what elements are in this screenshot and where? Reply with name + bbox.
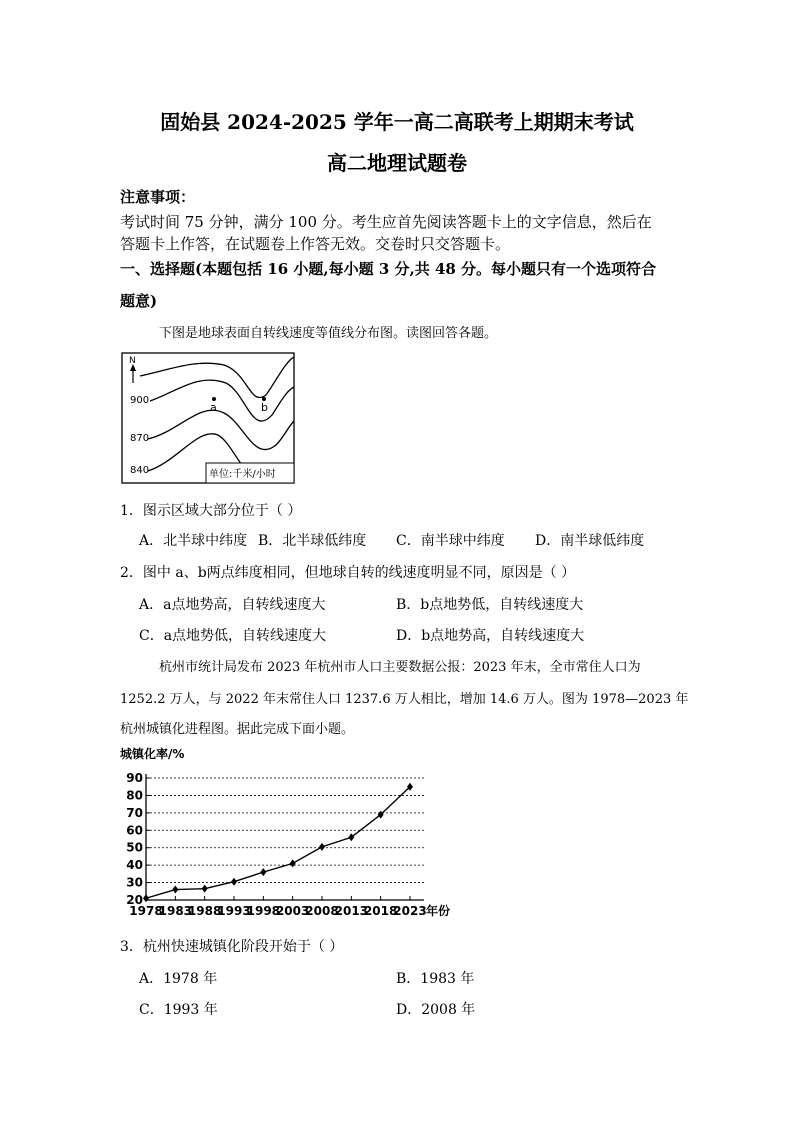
q2-option-a[interactable]: A．a点地势高，自转线速度大 bbox=[139, 597, 326, 613]
north-label: N bbox=[129, 356, 136, 366]
chart-ylabel: 城镇化率/% bbox=[120, 747, 185, 761]
q3-stem: 3．杭州快速城镇化阶段开始于（ ） bbox=[120, 939, 344, 955]
material2-line-3: 杭州城镇化进程图。据此完成下面小题。 bbox=[120, 722, 355, 737]
data-point-1978 bbox=[143, 894, 149, 902]
exam-subtitle: 高二地理试题卷 bbox=[327, 151, 467, 175]
x-tick-label-1983: 1983 bbox=[158, 904, 193, 918]
material2-line-1: 杭州市统计局发布 2023 年杭州市人口主要数据公报：2023 年末，全市常住人口为 bbox=[159, 660, 641, 675]
chart-markers bbox=[143, 783, 413, 903]
y-tick-label-30: 30 bbox=[126, 875, 143, 890]
material1-text: 下图是地球表面自转线速度等值线分布图。读图回答各题。 bbox=[159, 326, 498, 341]
q2-option-b[interactable]: B．b点地势低，自转线速度大 bbox=[396, 597, 584, 613]
q1-option-a[interactable]: A．北半球中纬度 bbox=[139, 533, 248, 549]
section1-heading: 一、选择题(本题包括 16 小题,每小题 3 分,共 48 分。每小题只有一个选项符合 bbox=[120, 260, 657, 278]
contour-label-840: 840 bbox=[130, 465, 150, 476]
data-point-2003 bbox=[290, 859, 296, 867]
x-tick-label-1993: 1993 bbox=[217, 904, 251, 918]
x-tick-label-2003: 2003 bbox=[275, 904, 310, 918]
data-point-1998 bbox=[260, 868, 266, 876]
notice-heading: 注意事项： bbox=[120, 188, 196, 206]
q3-option-c[interactable]: C．1993 年 bbox=[139, 1002, 218, 1018]
urbanization-chart bbox=[118, 744, 468, 926]
material2-line-2: 1252.2 万人，与 2022 年末常住人口 1237.6 万人相比，增加 14.6 万人。图为 1978—2023 年 bbox=[120, 692, 689, 707]
chart-grid bbox=[146, 778, 424, 883]
chart-x-ticks bbox=[129, 896, 426, 918]
point-b-label: b bbox=[261, 401, 268, 414]
data-point-2013 bbox=[348, 833, 354, 841]
y-tick-label-60: 60 bbox=[126, 823, 143, 838]
q1-option-c[interactable]: C．南半球中纬度 bbox=[396, 533, 505, 549]
q2-option-c[interactable]: C．a点地势低，自转线速度大 bbox=[139, 628, 327, 644]
y-tick-label-40: 40 bbox=[126, 858, 143, 873]
q3-option-a[interactable]: A．1978 年 bbox=[139, 971, 218, 987]
y-tick-label-80: 80 bbox=[126, 788, 143, 803]
point-a-label: a bbox=[210, 401, 217, 414]
x-tick-label-1978: 1978 bbox=[129, 904, 163, 918]
x-tick-label-1988: 1988 bbox=[187, 904, 222, 918]
data-point-1988 bbox=[202, 885, 208, 893]
data-point-1993 bbox=[231, 878, 237, 886]
q1-stem: 1．图示区域大部分位于（ ） bbox=[120, 503, 302, 519]
y-tick-label-90: 90 bbox=[126, 771, 143, 785]
q3-option-d[interactable]: D．2008 年 bbox=[396, 1002, 476, 1018]
x-tick-label-1998: 1998 bbox=[246, 904, 281, 918]
y-tick-label-50: 50 bbox=[126, 840, 143, 855]
y-tick-label-20: 20 bbox=[126, 893, 143, 907]
notice-line-2: 答题卡上作答，在试题卷上作答无效。交卷时只交答题卡。 bbox=[120, 235, 511, 253]
section1-heading-cont: 题意) bbox=[120, 292, 158, 310]
x-tick-label-2013: 2013 bbox=[334, 904, 369, 918]
q1-option-d[interactable]: D．南半球低纬度 bbox=[535, 533, 645, 549]
q2-option-d[interactable]: D．b点地势高，自转线速度大 bbox=[396, 628, 585, 644]
data-point-1983 bbox=[172, 886, 178, 894]
contour-label-870: 870 bbox=[130, 433, 150, 444]
q3-option-b[interactable]: B．1983 年 bbox=[396, 971, 475, 987]
data-point-2008 bbox=[319, 843, 325, 851]
q2-stem: 2．图中 a、b两点纬度相同，但地球自转的线速度明显不同，原因是（ ） bbox=[120, 565, 576, 581]
x-tick-label-2018: 2018 bbox=[363, 904, 398, 918]
x-tick-label-2008: 2008 bbox=[305, 904, 339, 918]
y-tick-label-70: 70 bbox=[126, 805, 143, 820]
chart-xlabel: 年份 bbox=[426, 904, 451, 918]
exam-title: 固始县 2024-2025 学年一高二高联考上期期末考试 bbox=[160, 110, 634, 134]
x-tick-label-2023: 2023 bbox=[393, 904, 427, 918]
chart-series-line bbox=[146, 787, 410, 899]
unit-label: 单位:千米/小时 bbox=[209, 469, 276, 480]
notice-line-1: 考试时间 75 分钟，满分 100 分。考生应首先阅读答题卡上的文字信息，然后在 bbox=[120, 213, 652, 231]
contour-map bbox=[120, 351, 296, 485]
q1-option-b[interactable]: B．北半球低纬度 bbox=[258, 533, 367, 549]
contour-label-900: 900 bbox=[130, 395, 150, 406]
